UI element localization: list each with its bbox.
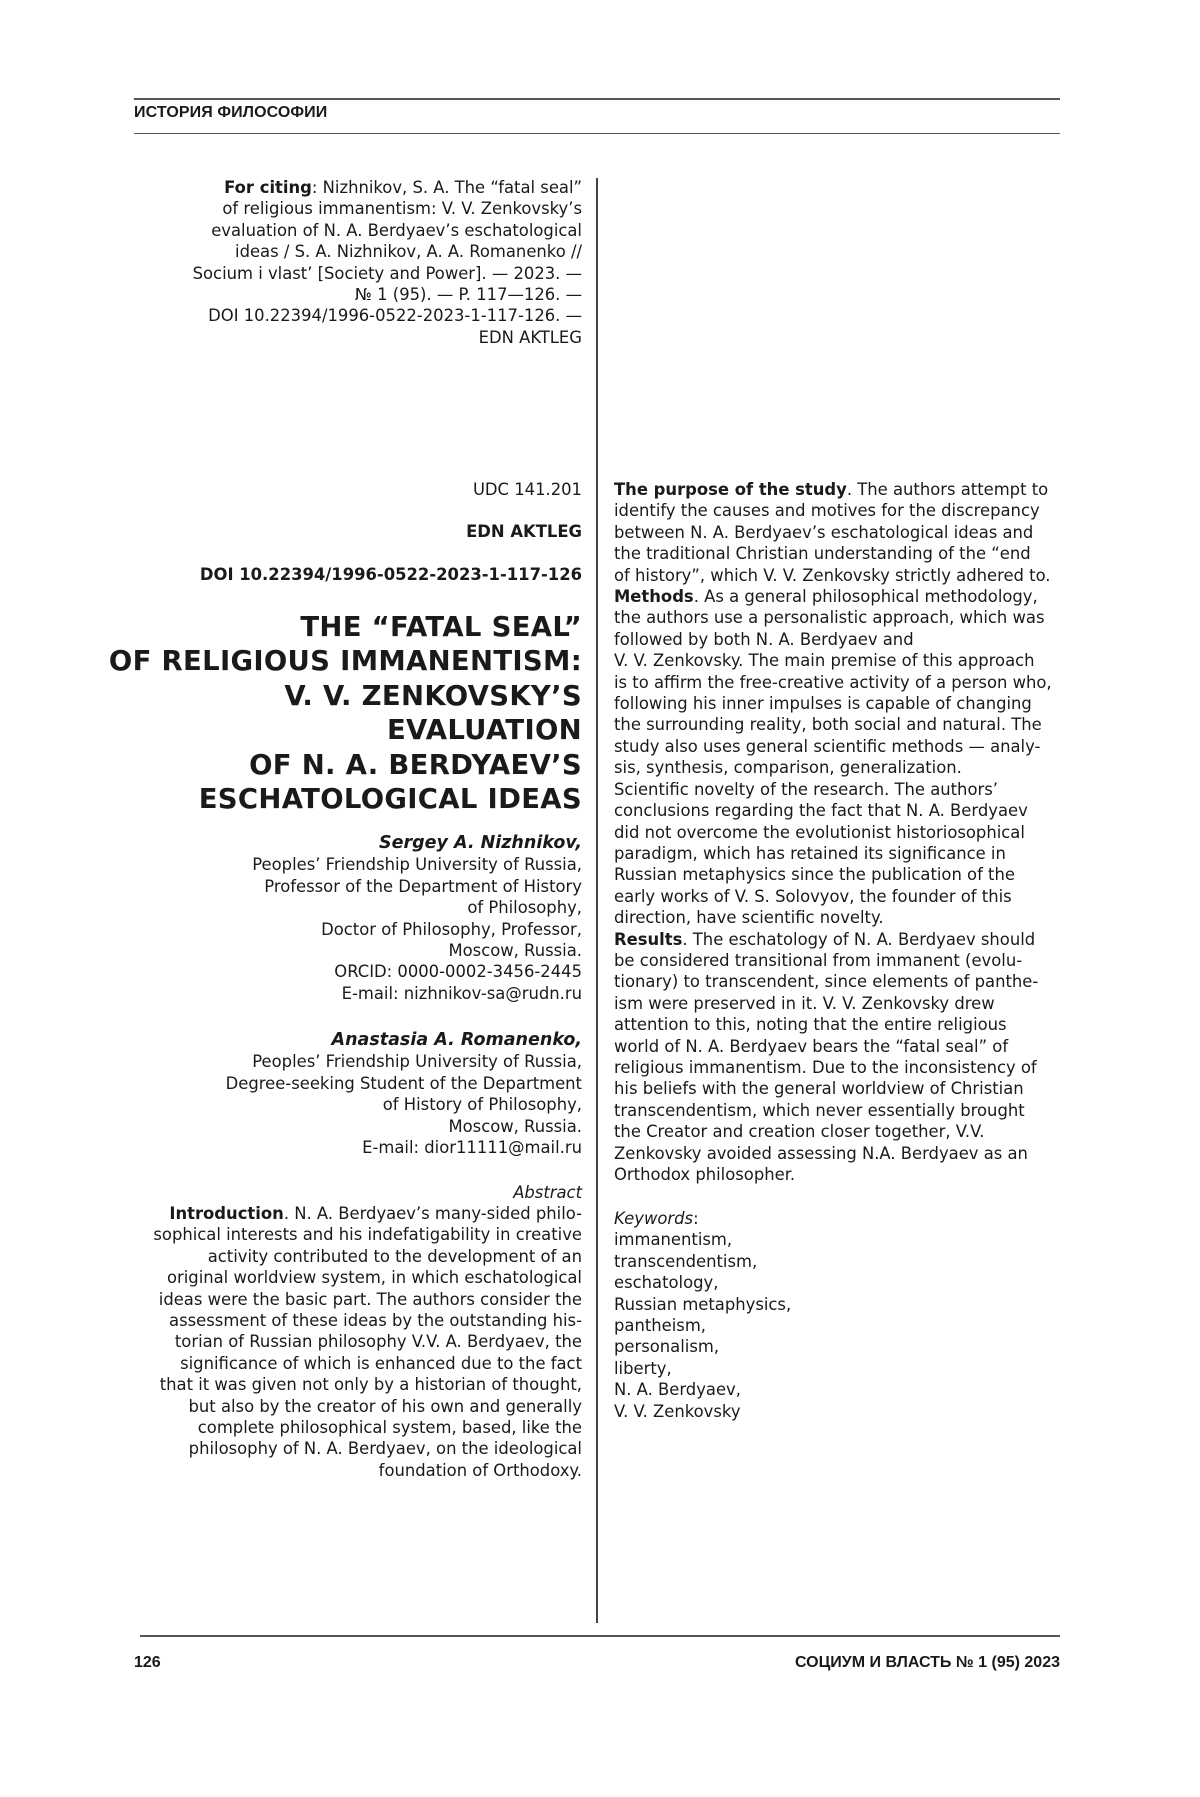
- abstract-line: V. V. Zenkovsky. The main premise of this approach: [614, 650, 1064, 671]
- abstract-heading: Abstract: [513, 1182, 582, 1203]
- citation-line: Socium i vlast’ [Society and Power]. — 2023. —: [182, 263, 582, 284]
- keyword: liberty,: [614, 1358, 1064, 1379]
- page-number: 126: [134, 1654, 161, 1672]
- results-label: Results: [614, 930, 682, 949]
- abstract-line: religious immanentism. Due to the inconsistency of: [614, 1057, 1064, 1078]
- title-line: OF RELIGIOUS IMMANENTISM:: [102, 644, 582, 678]
- abstract-line: of history”, which V. V. Zenkovsky strictly adhered to.: [614, 565, 1064, 586]
- keyword: V. V. Zenkovsky: [614, 1401, 1064, 1422]
- keywords-block: [614, 1208, 1064, 1422]
- abstract-line: attention to this, noting that the entire religious: [614, 1014, 1064, 1035]
- abstract-line: early works of V. S. Solovyov, the founder of this: [614, 886, 1064, 907]
- abstract-line: ism were preserved in it. V. V. Zenkovsky drew: [614, 993, 1064, 1014]
- keywords-colon: :: [693, 1209, 699, 1228]
- abstract-line: Russian metaphysics since the publication of the: [614, 864, 1064, 885]
- author-block: [182, 833, 582, 1004]
- abstract-line: his beliefs with the general worldview of Christian: [614, 1078, 1064, 1099]
- abstract-line: be considered transitional from immanent (evolu-: [614, 950, 1064, 971]
- abstract-line: followed by both N. A. Berdyaev and: [614, 629, 1064, 650]
- abstract-line: but also by the creator of his own and generally: [142, 1396, 582, 1417]
- abstract-line: Scientific novelty of the research. The authors’: [614, 779, 1064, 800]
- section-title: ИСТОРИЯ ФИЛОСОФИИ: [134, 104, 327, 122]
- abstract-line: the authors use a personalistic approach, which was: [614, 607, 1064, 628]
- abstract-line: did not overcome the evolutionist historiosophical: [614, 822, 1064, 843]
- methods-label: Methods: [614, 587, 694, 606]
- abstract-line: philosophy of N. A. Berdyaev, on the ideological: [142, 1438, 582, 1459]
- purpose-label: The purpose of the study: [614, 480, 847, 499]
- abstract-line: foundation of Orthodoxy.: [142, 1460, 582, 1481]
- abstract-line: the traditional Christian understanding of the “end: [614, 543, 1064, 564]
- abstract-line: torian of Russian philosophy V.V. A. Berdyaev, the: [142, 1331, 582, 1352]
- keyword: transcendentism,: [614, 1251, 1064, 1272]
- abstract-line: the surrounding reality, both social and natural. The: [614, 714, 1064, 735]
- abstract-line: significance of which is enhanced due to the fact: [142, 1353, 582, 1374]
- abstract-line: . The eschatology of N. A. Berdyaev should: [682, 930, 1035, 949]
- author-line: Professor of the Department of History: [182, 876, 582, 897]
- author-email[interactable]: E-mail: dior11111@mail.ru: [182, 1137, 582, 1158]
- citation-line: EDN AKTLEG: [182, 327, 582, 348]
- abstract-line: world of N. A. Berdyaev bears the “fatal seal” of: [614, 1036, 1064, 1057]
- abstract-line: tionary) to transcendent, since elements of panthe-: [614, 971, 1064, 992]
- journal-footer: СОЦИУМ И ВЛАСТЬ № 1 (95) 2023: [795, 1654, 1060, 1672]
- citation-block: [182, 177, 582, 348]
- author-line: Degree-seeking Student of the Department: [182, 1073, 582, 1094]
- author-line: Peoples’ Friendship University of Russia,: [182, 1051, 582, 1072]
- abstract-line: complete philosophical system, based, like the: [142, 1417, 582, 1438]
- citation-line: : Nizhnikov, S. A. The “fatal seal”: [312, 178, 582, 197]
- citation-line: № 1 (95). — P. 117—126. —: [182, 284, 582, 305]
- abstract-line: study also uses general scientific methods — analy-: [614, 736, 1064, 757]
- title-line: EVALUATION: [102, 713, 582, 747]
- author-line: Peoples’ Friendship University of Russia,: [182, 854, 582, 875]
- keyword: personalism,: [614, 1336, 1064, 1357]
- author-line: of Philosophy,: [182, 897, 582, 918]
- abstract-line: Zenkovsky avoided assessing N.A. Berdyaev as an: [614, 1143, 1064, 1164]
- abstract-line: is to affirm the free-creative activity of a person who,: [614, 672, 1064, 693]
- author-name: Sergey A. Nizhnikov,: [182, 833, 582, 854]
- author-name: Anastasia A. Romanenko,: [182, 1030, 582, 1051]
- title-line: OF N. A. BERDYAEV’S: [102, 748, 582, 782]
- abstract-line: . The authors attempt to: [847, 480, 1048, 499]
- author-orcid: ORCID: 0000-0002-3456-2445: [182, 961, 582, 982]
- abstract-line: following his inner impulses is capable of changing: [614, 693, 1064, 714]
- keywords-list: [614, 1229, 1064, 1422]
- abstract-line: . As a general philosophical methodology,: [694, 587, 1038, 606]
- abstract-line: conclusions regarding the fact that N. A. Berdyaev: [614, 800, 1064, 821]
- footer-rule: [140, 1635, 1060, 1637]
- abstract-line: Orthodox philosopher.: [614, 1164, 1064, 1185]
- column-divider: [596, 178, 598, 1623]
- abstract-line: original worldview system, in which eschatological: [142, 1267, 582, 1288]
- keyword: immanentism,: [614, 1229, 1064, 1250]
- citation-label: For citing: [224, 178, 312, 197]
- abstract-line: between N. A. Berdyaev’s eschatological ideas and: [614, 522, 1064, 543]
- title-line: THE “FATAL SEAL”: [102, 610, 582, 644]
- keyword: pantheism,: [614, 1315, 1064, 1336]
- header-bottom-rule: [134, 133, 1060, 134]
- abstract-line: paradigm, which has retained its significance in: [614, 843, 1064, 864]
- citation-line: of religious immanentism: V. V. Zenkovsky’s: [182, 198, 582, 219]
- abstract-line: ideas were the basic part. The authors consider the: [142, 1289, 582, 1310]
- abstract-line: that it was given not only by a historian of thought,: [142, 1374, 582, 1395]
- abstract-line: sis, synthesis, comparison, generalization.: [614, 757, 1064, 778]
- abstract-line: assessment of these ideas by the outstanding his-: [142, 1310, 582, 1331]
- abstract-line: activity contributed to the development of an: [142, 1246, 582, 1267]
- keyword: eschatology,: [614, 1272, 1064, 1293]
- keyword: Russian metaphysics,: [614, 1294, 1064, 1315]
- author-line: Moscow, Russia.: [182, 940, 582, 961]
- title-line: ESCHATOLOGICAL IDEAS: [102, 782, 582, 816]
- title-line: V. V. ZENKOVSKY’S: [102, 679, 582, 713]
- author-block: [182, 1030, 582, 1158]
- abstract-line: . N. A. Berdyaev’s many-sided philo-: [284, 1204, 582, 1223]
- edn-code: EDN AKTLEG: [466, 521, 582, 542]
- abstract-line: sophical interests and his indefatigability in creative: [142, 1224, 582, 1245]
- abstract-line: transcendentism, which never essentially brought: [614, 1100, 1064, 1121]
- abstract-line: identify the causes and motives for the discrepancy: [614, 500, 1064, 521]
- article-title: [102, 610, 582, 816]
- keywords-label: Keywords: [614, 1209, 693, 1228]
- abstract-introduction: [142, 1203, 582, 1481]
- abstract-continued: [614, 479, 1064, 1185]
- abstract-line: direction, have scientific novelty.: [614, 907, 1064, 928]
- citation-line: DOI 10.22394/1996-0522-2023-1-117-126. —: [182, 305, 582, 326]
- citation-line: evaluation of N. A. Berdyaev’s eschatological: [182, 220, 582, 241]
- citation-line: ideas / S. A. Nizhnikov, A. A. Romanenko //: [182, 241, 582, 262]
- author-line: Doctor of Philosophy, Professor,: [182, 919, 582, 940]
- author-email[interactable]: E-mail: nizhnikov-sa@rudn.ru: [182, 983, 582, 1004]
- author-line: of History of Philosophy,: [182, 1094, 582, 1115]
- introduction-label: Introduction: [169, 1204, 283, 1223]
- udc-code: UDC 141.201: [473, 479, 582, 500]
- abstract-line: the Creator and creation closer together, V.V.: [614, 1121, 1064, 1142]
- author-line: Moscow, Russia.: [182, 1116, 582, 1137]
- header-top-rule: [134, 98, 1060, 100]
- doi-link[interactable]: DOI 10.22394/1996-0522-2023-1-117-126: [200, 564, 582, 585]
- keyword: N. A. Berdyaev,: [614, 1379, 1064, 1400]
